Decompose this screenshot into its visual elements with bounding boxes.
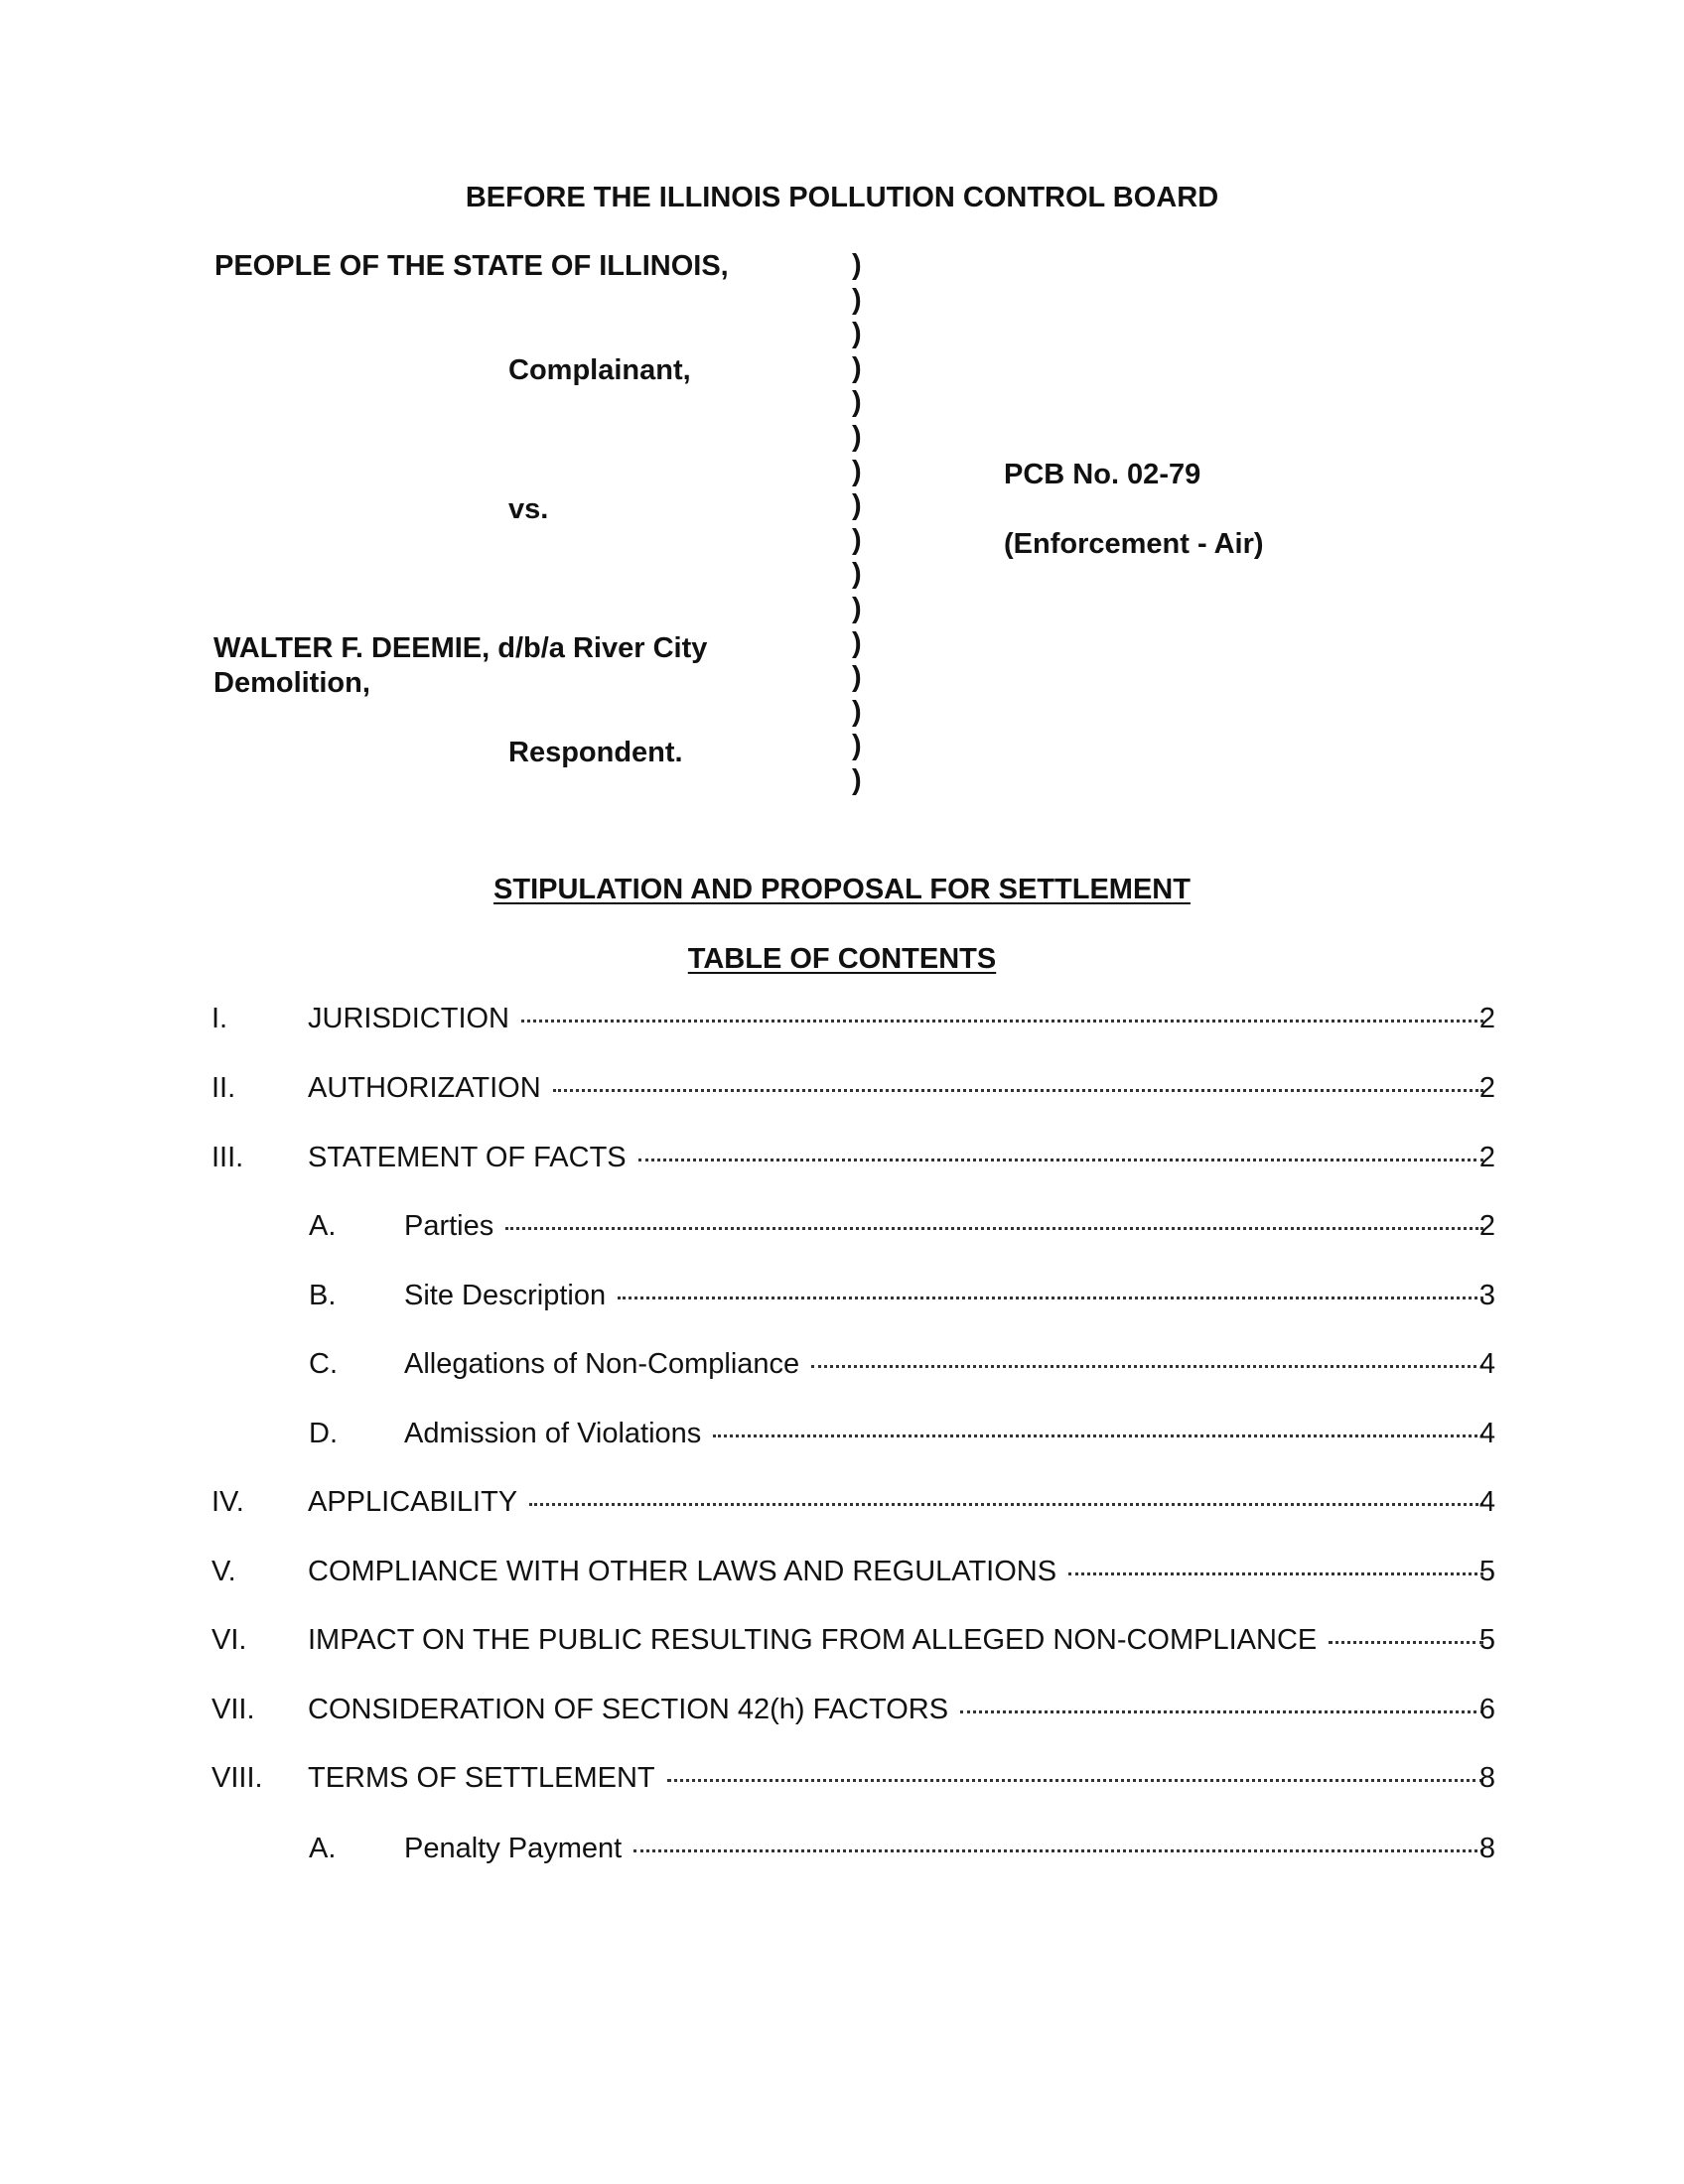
paren: )	[852, 763, 862, 796]
paren: )	[852, 489, 862, 522]
toc-entry-title: AUTHORIZATION	[308, 1072, 541, 1104]
case-number: PCB No. 02-79	[1004, 459, 1201, 490]
toc-entry	[0, 1003, 1684, 1042]
toc-number: VII.	[211, 1694, 255, 1725]
toc-entry-title: Penalty Payment	[404, 1833, 623, 1864]
paren: )	[852, 283, 862, 316]
toc-page-number: 8	[1478, 1833, 1495, 1864]
paren: )	[852, 730, 862, 762]
dot-leader	[553, 1089, 1483, 1092]
toc-number: V.	[211, 1556, 236, 1587]
toc-sub-letter: A.	[309, 1210, 337, 1242]
toc-page-number: 5	[1478, 1624, 1495, 1656]
toc-subentry	[0, 1280, 1684, 1319]
toc-page-number: 6	[1478, 1694, 1495, 1725]
toc-page-number: 5	[1478, 1556, 1495, 1587]
paren: )	[852, 351, 862, 384]
paren: )	[852, 420, 862, 453]
toc-sub-letter: A.	[309, 1833, 337, 1864]
paren: )	[852, 455, 862, 487]
dot-leader	[811, 1365, 1483, 1368]
toc-entry-title: Allegations of Non-Compliance	[404, 1348, 800, 1380]
dot-leader	[1068, 1572, 1483, 1575]
dot-leader	[529, 1503, 1483, 1506]
dot-leader	[521, 1020, 1483, 1023]
toc-entry	[0, 1624, 1684, 1664]
toc-page-number: 4	[1478, 1486, 1495, 1518]
toc-page-number: 8	[1478, 1762, 1495, 1794]
complainant-name: PEOPLE OF THE STATE OF ILLINOIS,	[214, 250, 729, 282]
toc-page-number: 4	[1478, 1348, 1495, 1380]
paren: )	[852, 318, 862, 350]
toc-entry-title: CONSIDERATION OF SECTION 42(h) FACTORS	[308, 1694, 949, 1725]
toc-entry-title: JURISDICTION	[308, 1003, 509, 1034]
toc-title: TABLE OF CONTENTS	[687, 943, 997, 975]
paren: )	[852, 386, 862, 419]
complainant-role: Complainant,	[508, 354, 691, 386]
toc-number: IV.	[211, 1486, 244, 1518]
toc-subentry	[0, 1210, 1684, 1250]
toc-entry-title: Site Description	[404, 1280, 607, 1311]
paren: )	[852, 661, 862, 694]
toc-page-number: 2	[1478, 1072, 1495, 1104]
dot-leader	[618, 1297, 1483, 1299]
respondent-name-line1: WALTER F. DEEMIE, d/b/a River City	[213, 632, 708, 664]
respondent-name-line2: Demolition,	[213, 667, 370, 699]
versus-label: vs.	[508, 493, 549, 525]
toc-number: I.	[211, 1003, 228, 1034]
paren: )	[852, 592, 862, 624]
toc-entry-title: COMPLIANCE WITH OTHER LAWS AND REGULATIONS	[308, 1556, 1057, 1587]
dot-leader	[667, 1779, 1483, 1782]
toc-entry	[0, 1556, 1684, 1595]
document-title: STIPULATION AND PROPOSAL FOR SETTLEMENT	[493, 874, 1191, 905]
toc-entry	[0, 1142, 1684, 1181]
toc-page-number: 2	[1478, 1142, 1495, 1173]
dot-leader	[633, 1849, 1483, 1852]
toc-number: VI.	[211, 1624, 247, 1656]
toc-number: III.	[211, 1142, 244, 1173]
toc-entry-title: APPLICABILITY	[308, 1486, 518, 1518]
caption-divider	[852, 248, 862, 798]
toc-page-number: 2	[1478, 1003, 1495, 1034]
toc-entry-title: TERMS OF SETTLEMENT	[308, 1762, 655, 1794]
dot-leader	[1329, 1641, 1483, 1644]
court-name: BEFORE THE ILLINOIS POLLUTION CONTROL BOARD	[465, 182, 1219, 213]
toc-number: VIII.	[211, 1762, 263, 1794]
respondent-role: Respondent.	[508, 737, 683, 768]
toc-entry	[0, 1694, 1684, 1733]
toc-entry-title: Admission of Violations	[404, 1418, 702, 1449]
toc-sub-letter: B.	[309, 1280, 337, 1311]
paren: )	[852, 249, 862, 281]
toc-subentry	[0, 1348, 1684, 1388]
dot-leader	[638, 1159, 1483, 1161]
toc-entry	[0, 1072, 1684, 1112]
toc-entry-title: Parties	[404, 1210, 494, 1242]
case-type: (Enforcement - Air)	[1004, 528, 1264, 560]
toc-entry-title: IMPACT ON THE PUBLIC RESULTING FROM ALLEGED NON-COMPLIANCE	[308, 1624, 1318, 1656]
paren: )	[852, 523, 862, 556]
toc-entry	[0, 1762, 1684, 1802]
toc-subentry	[0, 1418, 1684, 1457]
dot-leader	[960, 1710, 1483, 1713]
dot-leader	[505, 1227, 1483, 1230]
toc-page-number: 4	[1478, 1418, 1495, 1449]
paren: )	[852, 558, 862, 591]
toc-entry	[0, 1486, 1684, 1526]
toc-page-number: 3	[1478, 1280, 1495, 1311]
paren: )	[852, 626, 862, 659]
toc-subentry	[0, 1833, 1684, 1872]
toc-sub-letter: C.	[309, 1348, 338, 1380]
toc-entry-title: STATEMENT OF FACTS	[308, 1142, 627, 1173]
dot-leader	[713, 1434, 1483, 1437]
toc-page-number: 2	[1478, 1210, 1495, 1242]
paren: )	[852, 695, 862, 728]
toc-number: II.	[211, 1072, 236, 1104]
toc-sub-letter: D.	[309, 1418, 338, 1449]
